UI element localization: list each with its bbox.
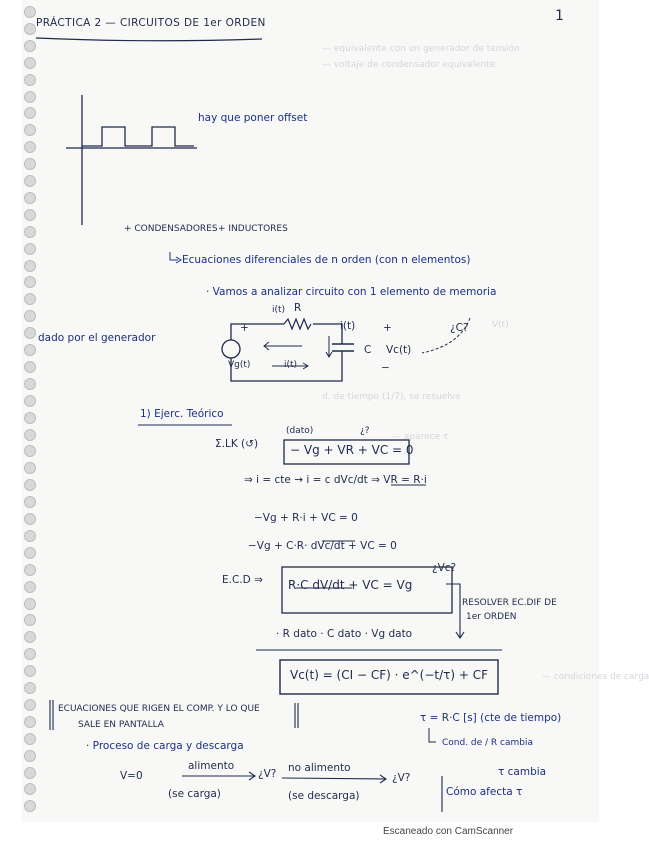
solve-note-order: 1er ORDEN <box>466 612 517 622</box>
no-alimento-label: no alimento <box>288 762 351 774</box>
vc-question: ¿Vc? <box>432 562 457 574</box>
solve-note: RESOLVER EC.DIF DE <box>462 598 557 608</box>
page-title: PRÁCTICA 2 — CIRCUITOS DE 1er ORDEN <box>36 17 266 29</box>
tau-definition: τ = R·C [s] (cte de tiempo) <box>420 712 562 724</box>
current-label-bottom: i(t) <box>284 360 298 370</box>
plus-left: + <box>240 322 249 334</box>
ecd-label: E.C.D ⇒ <box>222 574 263 586</box>
ghost-text: — equivalente con un generador de tensión <box>322 44 520 54</box>
kvl-rc: −Vg + C·R· dVc/dt + VC = 0 <box>248 540 397 552</box>
page-number: 1 <box>555 8 564 24</box>
offset-note: hay que poner offset <box>198 112 308 124</box>
screen-heading-2: SALE EN PANTALLA <box>78 720 164 730</box>
equations-note: Ecuaciones diferenciales de n orden (con n elementos) <box>182 254 471 266</box>
tau-cambia: τ cambia <box>498 766 547 778</box>
analysis-note: · Vamos a analizar circuito con 1 elemento de memoria <box>206 286 497 298</box>
ghost-text: — aparece τ <box>392 432 449 442</box>
ghost-text: — condiciones de carga <box>542 672 649 682</box>
inductors-label: + INDUCTORES <box>218 224 288 234</box>
v-question-2: ¿V? <box>392 772 411 784</box>
descarga-label: (se descarga) <box>288 790 360 802</box>
v-question-1: ¿V? <box>258 768 277 780</box>
como-afecta: Cómo afecta τ <box>446 786 523 798</box>
ghost-text: — voltaje de condensador equivalente <box>322 60 496 70</box>
data-line: · R dato · C dato · Vg dato <box>276 628 413 640</box>
v-zero: V=0 <box>120 770 143 782</box>
current-label-cap: i(t) <box>340 320 356 332</box>
vc-label: Vc(t) <box>386 344 412 356</box>
lk-label: Σ.LK (↺) <box>215 438 259 450</box>
minus-right: − <box>381 362 390 374</box>
generator-note: dado por el generador <box>38 332 156 344</box>
resistor-label: R <box>294 302 302 314</box>
capacitor-label: C <box>364 344 372 356</box>
question-small: ¿? <box>360 426 370 436</box>
carga-label: (se carga) <box>168 788 221 800</box>
dato-label: (dato) <box>286 426 314 436</box>
capacitor-question: ¿C? <box>450 322 469 334</box>
drawings <box>22 0 599 822</box>
plus-right: + <box>383 322 392 334</box>
kvl-ri: −Vg + R·i + VC = 0 <box>254 512 358 524</box>
alimento-label: alimento <box>188 760 235 772</box>
ghost-text: V(t) <box>492 320 509 330</box>
current-label-top: i(t) <box>272 305 286 315</box>
tau-note: Cond. de / R cambia <box>442 738 534 748</box>
notebook-page <box>22 0 649 822</box>
ghost-text: d. de tiempo (1/7), se resuelve <box>322 392 461 402</box>
source-label: Vg(t) <box>228 360 251 370</box>
scanner-watermark: Escaneado con CamScanner <box>383 826 514 837</box>
kvl-equation: − Vg + VR + VC = 0 <box>290 443 414 457</box>
current-step: ⇒ i = cte → i = c dVc/dt ⇒ VR = R·i <box>244 474 427 486</box>
screen-heading: ECUACIONES QUE RIGEN EL COMP. Y LO QUE <box>58 704 260 714</box>
solution-equation: Vc(t) = (CI − CF) · e^(−t/τ) + CF <box>290 668 489 682</box>
capacitors-label: + CONDENSADORES <box>124 224 218 234</box>
ecd-equation: R·C dV/dt + VC = Vg <box>288 578 413 592</box>
theory-heading: 1) Ejerc. Teórico <box>140 408 224 420</box>
process-label: · Proceso de carga y descarga <box>86 740 244 752</box>
